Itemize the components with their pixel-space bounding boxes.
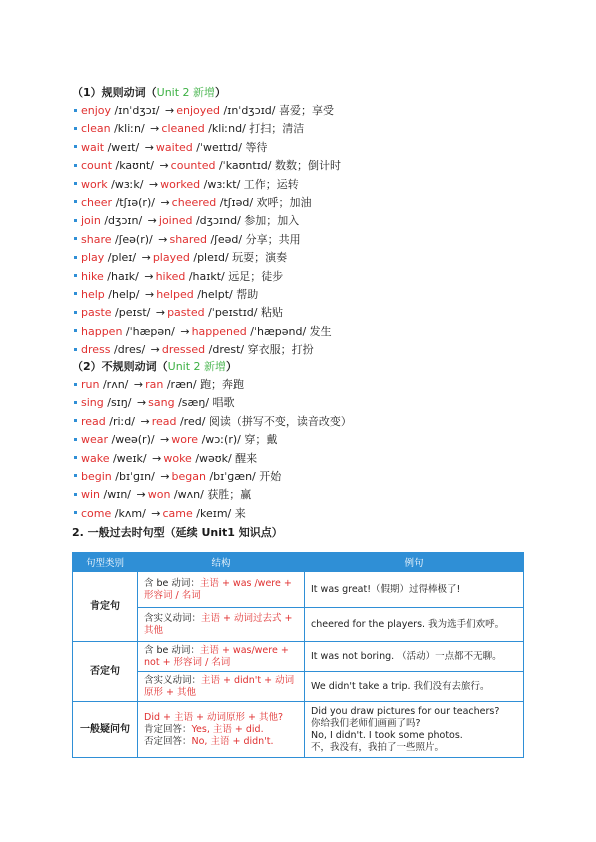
list-item: [74, 268, 341, 286]
list-item: [74, 450, 352, 468]
negative-answer-line: [144, 736, 298, 748]
verb-meaning: 开始: [259, 469, 282, 483]
type-affirmative: 肯定句: [73, 572, 138, 642]
structure-cell: [138, 608, 305, 642]
verb-past: won: [147, 488, 171, 502]
heading-tag: Unit 2 新增: [156, 86, 216, 99]
verb-past: woke: [163, 451, 192, 465]
table-row: [73, 642, 524, 672]
structure-prefix: 含实义动词：: [144, 674, 202, 686]
verb-past-phonetic: /haɪkt/: [185, 269, 229, 283]
verb-base-phonetic: /kliːn/: [110, 122, 149, 136]
verb-base: work: [81, 177, 108, 191]
bullet-icon: [74, 474, 77, 477]
type-negative: 否定句: [73, 642, 138, 702]
verb-meaning: 阅读（拼写不变，读音改变）: [208, 414, 352, 428]
verb-past: hiked: [155, 269, 186, 283]
verb-meaning: 远足；徒步: [228, 269, 284, 283]
arrow-icon: →: [133, 378, 144, 391]
list-item: [74, 341, 341, 359]
verb-base: help: [81, 287, 105, 301]
heading-number: （1）: [72, 86, 102, 99]
heading-tag: Unit 2 新增: [167, 360, 227, 373]
structure-cell: [138, 672, 305, 702]
bullet-icon: [74, 237, 77, 240]
arrow-icon: →: [144, 269, 154, 283]
arrow-icon: →: [160, 433, 170, 447]
verb-past: enjoyed: [176, 104, 221, 117]
verb-base-phonetic: /riːd/: [105, 414, 139, 428]
verb-base: count: [81, 159, 113, 173]
answer-prefix: 否定回答：: [144, 735, 192, 747]
bullet-icon: [74, 311, 77, 314]
list-item: [74, 120, 341, 138]
bullet-icon: [74, 182, 77, 185]
verb-past-phonetic: /ʃeəd/: [206, 232, 246, 246]
bullet-icon: [74, 383, 77, 386]
verb-base: happen: [81, 324, 123, 338]
verb-past: joined: [158, 214, 193, 228]
arrow-icon: →: [147, 214, 157, 228]
verb-base: play: [81, 251, 105, 265]
verb-base-phonetic: /tʃɪə(r)/: [112, 195, 159, 209]
example-line: 你给我们老师们画画了吗?: [311, 717, 421, 729]
list-item: [74, 286, 341, 304]
verb-meaning: 欢呼；加油: [256, 195, 312, 209]
structure-formula: 主语 + 动词过去式 + 其他: [144, 612, 293, 636]
arrow-icon: →: [152, 451, 162, 465]
heading-suffix: ）: [226, 360, 238, 373]
example-cell: [305, 702, 524, 758]
verb-meaning: 粘贴: [260, 306, 283, 320]
verb-base: clean: [81, 122, 111, 136]
arrow-icon: →: [140, 414, 150, 428]
list-item: [74, 231, 341, 249]
verb-meaning: 发生: [309, 324, 332, 338]
arrow-icon: →: [159, 159, 169, 173]
verb-past-phonetic: /drest/: [205, 343, 248, 357]
example-cell: We didn't take a trip. 我们没有去旅行。: [305, 672, 524, 702]
verb-past-phonetic: /wʌn/: [170, 488, 208, 502]
bullet-icon: [74, 511, 77, 514]
verb-meaning: 跑；奔跑: [200, 378, 245, 391]
verb-past: read: [151, 414, 177, 428]
structure-cell: [138, 702, 305, 758]
bullet-icon: [74, 219, 77, 222]
grammar-table: [72, 552, 524, 758]
verb-base: hike: [81, 269, 104, 283]
bullet-icon: [74, 256, 77, 259]
verb-meaning: 穿；戴: [244, 433, 278, 447]
verb-past: ran: [145, 378, 164, 391]
list-item: [74, 486, 352, 504]
verb-past-phonetic: /wəʊk/: [191, 451, 236, 465]
verb-base: read: [81, 414, 106, 428]
verb-meaning: 来: [234, 506, 246, 520]
verb-past-phonetic: /kliːnd/: [204, 122, 250, 136]
section-heading-regular-verbs: [72, 84, 226, 100]
verb-past-phonetic: /tʃɪəd/: [216, 195, 257, 209]
verb-past-phonetic: /bɪˈɡæn/: [205, 469, 260, 483]
example-line: Did you draw pictures for our teachers?: [311, 705, 500, 717]
verb-past: helped: [156, 287, 194, 301]
verb-base-phonetic: /wɪn/: [100, 488, 135, 502]
bullet-icon: [74, 127, 77, 130]
verb-past-phonetic: /ˈkaʊntɪd/: [215, 159, 275, 173]
structure-prefix: 含 be 动词：: [144, 577, 200, 589]
bullet-icon: [74, 456, 77, 459]
verb-past-phonetic: /ˈpeɪstɪd/: [204, 306, 261, 320]
irregular-verb-list: [74, 376, 352, 523]
arrow-icon: →: [151, 506, 161, 520]
verb-base-phonetic: /help/: [104, 287, 143, 301]
list-item: [74, 176, 341, 194]
bullet-icon: [74, 329, 77, 332]
list-item: [74, 394, 352, 412]
verb-past-phonetic: /pleɪd/: [189, 251, 233, 265]
verb-base-phonetic: /ʃeə(r)/: [111, 232, 157, 246]
arrow-icon: →: [180, 324, 190, 338]
arrow-icon: →: [160, 195, 170, 209]
list-item: [74, 431, 352, 449]
verb-past: counted: [170, 159, 216, 173]
structure-cell: [138, 642, 305, 672]
bullet-icon: [74, 274, 77, 277]
list-item: [74, 139, 341, 157]
verb-base: wake: [81, 451, 110, 465]
verb-base: wait: [81, 140, 105, 154]
list-item: [74, 157, 341, 175]
verb-base-phonetic: /weɪk/: [109, 451, 151, 465]
verb-base: share: [81, 232, 112, 246]
verb-past: worked: [160, 177, 201, 191]
structure-formula: 主语 + was /were + 形容词 / 名词: [144, 577, 292, 601]
verb-meaning: 参加；加入: [244, 214, 300, 228]
arrow-icon: →: [148, 177, 159, 191]
verb-base: wear: [81, 433, 109, 447]
verb-meaning: 等待: [245, 140, 268, 154]
verb-base-phonetic: /sɪŋ/: [103, 396, 135, 410]
arrow-icon: →: [144, 140, 154, 154]
example-line: 不，我没有，我拍了一些照片。: [311, 741, 445, 753]
verb-meaning: 穿衣服；打扮: [247, 343, 314, 357]
answer-prefix: 肯定回答：: [144, 723, 192, 735]
verb-meaning: 获胜；赢: [207, 488, 252, 502]
verb-base: enjoy: [81, 104, 112, 117]
verb-base: join: [81, 214, 101, 228]
verb-base-phonetic: /rʌn/: [99, 378, 132, 391]
arrow-icon: →: [150, 343, 160, 357]
verb-past: cheered: [171, 195, 217, 209]
list-item: [74, 304, 341, 322]
verb-base-phonetic: /weɪt/: [104, 140, 143, 154]
verb-base: begin: [81, 469, 112, 483]
heading-title: 规则动词（: [101, 86, 157, 99]
section-heading-irregular-verbs: [72, 358, 237, 374]
bullet-icon: [74, 109, 77, 112]
verb-base-phonetic: /dʒɔɪn/: [100, 214, 146, 228]
verb-base-phonetic: /weə(r)/: [108, 433, 159, 447]
verb-past: cleaned: [161, 122, 205, 136]
arrow-icon: →: [165, 104, 175, 117]
verb-meaning: 喜爱；享受: [278, 104, 334, 117]
verb-base-phonetic: /ˈhæpən/: [122, 324, 179, 338]
verb-base-phonetic: /kaʊnt/: [112, 159, 158, 173]
list-item: [74, 212, 341, 230]
verb-meaning: 分享；共用: [245, 232, 301, 246]
table-row: [73, 572, 524, 608]
verb-past: played: [152, 251, 190, 265]
verb-past: sang: [148, 396, 175, 410]
verb-base: come: [81, 506, 112, 520]
verb-past-phonetic: /ɪnˈdʒɔɪd/: [220, 104, 279, 117]
list-item: [74, 413, 352, 431]
arrow-icon: →: [141, 251, 151, 265]
structure-formula: 主语 + was/were + not + 形容词 / 名词: [144, 644, 289, 668]
verb-past: pasted: [167, 306, 205, 320]
table-row: [73, 608, 524, 642]
structure-prefix: 含 be 动词：: [144, 644, 200, 656]
verb-past: began: [171, 469, 206, 483]
example-cell: cheered for the players. 我为选手们欢呼。: [305, 608, 524, 642]
structure-prefix: 含实义动词：: [144, 612, 202, 624]
structure-cell: [138, 572, 305, 608]
arrow-icon: →: [144, 287, 155, 301]
verb-meaning: 唱歌: [212, 396, 235, 410]
list-item: [74, 468, 352, 486]
verb-past: shared: [169, 232, 207, 246]
verb-base: dress: [81, 343, 111, 357]
example-line: No, I didn't. I took some photos.: [311, 729, 463, 741]
list-item: [74, 249, 341, 267]
verb-past: wore: [171, 433, 199, 447]
verb-base-phonetic: /ɪnˈdʒɔɪ/: [111, 104, 164, 117]
answer-formula: No, 主语 + didn't.: [191, 735, 274, 747]
verb-base: cheer: [81, 195, 113, 209]
verb-meaning: 帮助: [236, 287, 259, 301]
verb-base-phonetic: /wɜːk/: [107, 177, 147, 191]
arrow-icon: →: [158, 232, 168, 246]
verb-base-phonetic: /pleɪ/: [104, 251, 140, 265]
verb-past-phonetic: /ræn/: [163, 378, 201, 391]
positive-answer-line: [144, 724, 298, 736]
verb-meaning: 醒来: [235, 451, 258, 465]
verb-base-phonetic: /bɪˈɡɪn/: [111, 469, 159, 483]
arrow-icon: →: [150, 122, 160, 136]
example-cell: It was great!（假期）过得棒极了!: [305, 572, 524, 608]
bullet-icon: [74, 348, 77, 351]
section-heading-past-tense-patterns: 2. 一般过去时句型（延续 Unit1 知识点）: [72, 526, 283, 539]
verb-past-phonetic: /dʒɔɪnd/: [192, 214, 245, 228]
bullet-icon: [74, 200, 77, 203]
verb-meaning: 数数；倒计时: [274, 159, 341, 173]
verb-meaning: 工作；运转: [243, 177, 299, 191]
verb-past-phonetic: /red/: [176, 414, 209, 428]
bullet-icon: [74, 438, 77, 441]
bullet-icon: [74, 292, 77, 295]
table-row: [73, 672, 524, 702]
verb-past-phonetic: /helpt/: [193, 287, 237, 301]
verb-past-phonetic: /ˈweɪtɪd/: [192, 140, 246, 154]
bullet-icon: [74, 401, 77, 404]
example-cell: It was not boring. （活动）一点都不无聊。: [305, 642, 524, 672]
bullet-icon: [74, 145, 77, 148]
verb-past: came: [162, 506, 193, 520]
verb-past: waited: [155, 140, 193, 154]
structure-formula: 主语 + didn't + 动词原形 + 其他: [144, 674, 295, 698]
arrow-icon: →: [160, 469, 170, 483]
verb-meaning: 打扫；清洁: [249, 122, 305, 136]
verb-past: dressed: [161, 343, 206, 357]
table-row: [73, 702, 524, 758]
verb-base: win: [81, 488, 101, 502]
verb-base: paste: [81, 306, 112, 320]
verb-past-phonetic: /ˈhæpənd/: [246, 324, 310, 338]
verb-past-phonetic: /wɔː(r)/: [198, 433, 245, 447]
verb-base: sing: [81, 396, 104, 410]
verb-base-phonetic: /haɪk/: [103, 269, 143, 283]
verb-past-phonetic: /wɜːkt/: [200, 177, 244, 191]
heading-title: 不规则动词（: [101, 360, 168, 373]
verb-base-phonetic: /dres/: [110, 343, 149, 357]
header-structure: 结构: [138, 553, 305, 572]
verb-base-phonetic: /kʌm/: [111, 506, 150, 520]
verb-past-phonetic: /keɪm/: [192, 506, 235, 520]
verb-meaning: 玩耍；演奏: [232, 251, 288, 265]
header-example: 例句: [305, 553, 524, 572]
verb-base: run: [81, 378, 100, 391]
heading-suffix: ）: [215, 86, 227, 99]
list-item: [74, 505, 352, 523]
list-item: [74, 323, 341, 341]
verb-base-phonetic: /peɪst/: [111, 306, 154, 320]
answer-formula: Yes, 主语 + did.: [191, 723, 264, 735]
header-type: 句型类别: [73, 553, 138, 572]
bullet-icon: [74, 419, 77, 422]
heading-number: （2）: [72, 360, 102, 373]
arrow-icon: →: [155, 306, 166, 320]
verb-past-phonetic: /sæŋ/: [174, 396, 213, 410]
verb-past: happened: [191, 324, 247, 338]
type-question: 一般疑问句: [73, 702, 138, 758]
arrow-icon: →: [136, 488, 146, 502]
bullet-icon: [74, 164, 77, 167]
arrow-icon: →: [136, 396, 147, 410]
list-item: [74, 102, 341, 120]
list-item: [74, 376, 352, 394]
list-item: [74, 194, 341, 212]
regular-verb-list: [74, 102, 341, 359]
question-formula: Did + 主语 + 动词原形 + 其他?: [144, 711, 284, 723]
table-header-row: [73, 553, 524, 572]
bullet-icon: [74, 493, 77, 496]
